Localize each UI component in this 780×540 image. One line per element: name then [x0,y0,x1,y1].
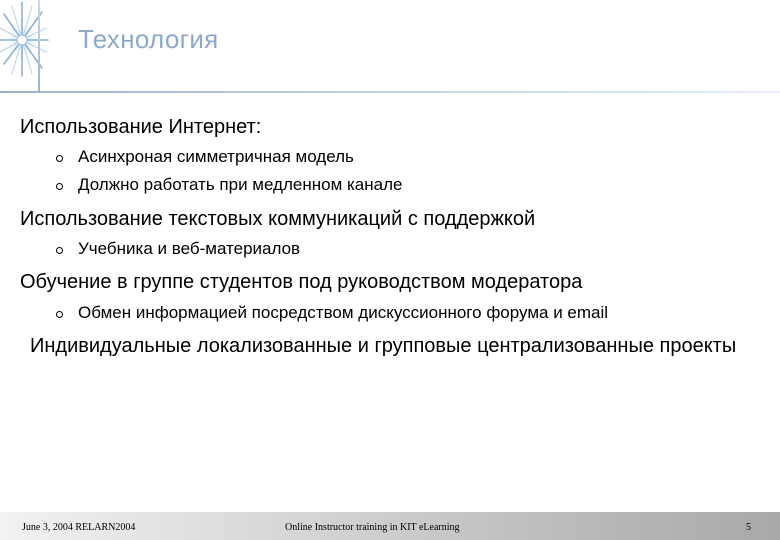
sub-item-textbook: Учебника и веб-материалов [78,239,301,258]
bullet-icon [56,247,63,254]
footer-date: June 3, 2004 RELARN2004 [22,522,136,533]
projects-text: Индивидуальные локализованные и групповые централизованные проекты [30,335,737,357]
bullet-item-text-communication: Использование текстовых коммуникаций с поддержкой [20,208,536,230]
bullet-item-projects [30,334,760,358]
page-number: 5 [746,522,751,533]
slide-title: Технология [78,24,219,54]
bullet-icon [56,311,63,318]
title-vertical-rule [38,0,40,93]
bullet-item-internet: Использование Интернет: [20,116,262,138]
footer-course-title: Online Instructor training in KIT eLearning [285,522,460,533]
sub-item-async-model: Асинхроная симметричная модель [78,147,354,166]
bullet-icon [56,183,63,190]
sub-item-forum-email: Обмен информацией посредством дискуссионного форума и email [78,303,609,322]
bullet-icon [56,155,63,162]
sub-item-slow-channel: Должно работать при медленном канале [78,175,403,194]
title-horizontal-rule [0,91,780,93]
bullet-item-group-learning: Обучение в группе студентов под руководством модератора [20,271,583,293]
